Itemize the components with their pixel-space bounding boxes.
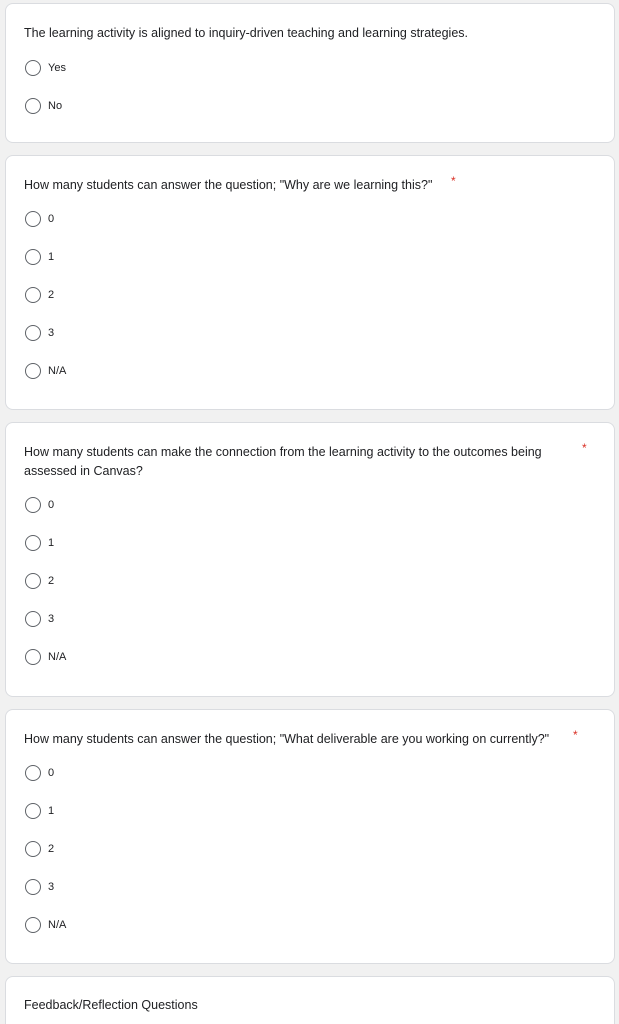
radio-option-3[interactable] — [25, 323, 54, 343]
option-label: 2 — [48, 289, 55, 301]
radio-option-1[interactable] — [25, 801, 54, 821]
question-card-4 — [5, 709, 615, 964]
option-label: 2 — [48, 843, 55, 855]
radio-option-2[interactable] — [25, 839, 54, 859]
option-label: N/A — [48, 365, 67, 377]
radio-option-0[interactable] — [25, 495, 54, 515]
radio-button[interactable] — [25, 325, 41, 341]
question-title: The learning activity is aligned to inquiry-driven teaching and learning strategies. — [24, 26, 469, 40]
question-card-1 — [5, 3, 615, 143]
radio-option-0[interactable] — [25, 209, 54, 229]
radio-option-2[interactable] — [25, 571, 54, 591]
required-asterisk: * — [451, 174, 456, 188]
option-label: 3 — [48, 881, 55, 893]
radio-option-na[interactable] — [25, 915, 66, 935]
radio-button[interactable] — [25, 765, 41, 781]
radio-button[interactable] — [25, 287, 41, 303]
section-card — [5, 976, 615, 1024]
radio-option-na[interactable] — [25, 647, 66, 667]
option-label: 3 — [48, 327, 55, 339]
radio-button[interactable] — [25, 497, 41, 513]
option-label: N/A — [48, 651, 67, 663]
option-label: 3 — [48, 613, 55, 625]
radio-option-no[interactable] — [25, 96, 62, 116]
section-title: Feedback/Reflection Questions — [24, 998, 198, 1012]
option-label: 1 — [48, 251, 55, 263]
radio-option-2[interactable] — [25, 285, 54, 305]
question-title-line2: assessed in Canvas? — [24, 464, 143, 478]
option-label: 0 — [48, 213, 55, 225]
required-asterisk: * — [573, 728, 578, 742]
option-label: N/A — [48, 919, 67, 931]
radio-button[interactable] — [25, 60, 41, 76]
question-title: How many students can answer the question; "Why are we learning this?" — [24, 178, 433, 192]
radio-option-yes[interactable] — [25, 58, 66, 78]
question-title: How many students can answer the question; "What deliverable are you working on currently?" — [24, 732, 550, 746]
radio-button[interactable] — [25, 841, 41, 857]
question-title-line1: How many students can make the connection from the learning activity to the outcomes being — [24, 445, 542, 459]
radio-button[interactable] — [25, 535, 41, 551]
radio-button[interactable] — [25, 98, 41, 114]
option-label: No — [48, 100, 63, 112]
radio-button[interactable] — [25, 211, 41, 227]
radio-option-1[interactable] — [25, 533, 54, 553]
radio-button[interactable] — [25, 249, 41, 265]
option-label: 0 — [48, 767, 55, 779]
required-asterisk: * — [582, 441, 587, 455]
radio-button[interactable] — [25, 649, 41, 665]
radio-option-na[interactable] — [25, 361, 66, 381]
radio-option-3[interactable] — [25, 877, 54, 897]
radio-option-1[interactable] — [25, 247, 54, 267]
radio-option-3[interactable] — [25, 609, 54, 629]
radio-button[interactable] — [25, 917, 41, 933]
radio-button[interactable] — [25, 573, 41, 589]
option-label: 2 — [48, 575, 55, 587]
option-label: 0 — [48, 499, 55, 511]
question-card-3 — [5, 422, 615, 697]
radio-button[interactable] — [25, 879, 41, 895]
question-card-2 — [5, 155, 615, 410]
radio-button[interactable] — [25, 803, 41, 819]
radio-option-0[interactable] — [25, 763, 54, 783]
radio-button[interactable] — [25, 363, 41, 379]
radio-button[interactable] — [25, 611, 41, 627]
option-label: 1 — [48, 805, 55, 817]
option-label: 1 — [48, 537, 55, 549]
option-label: Yes — [48, 62, 66, 74]
